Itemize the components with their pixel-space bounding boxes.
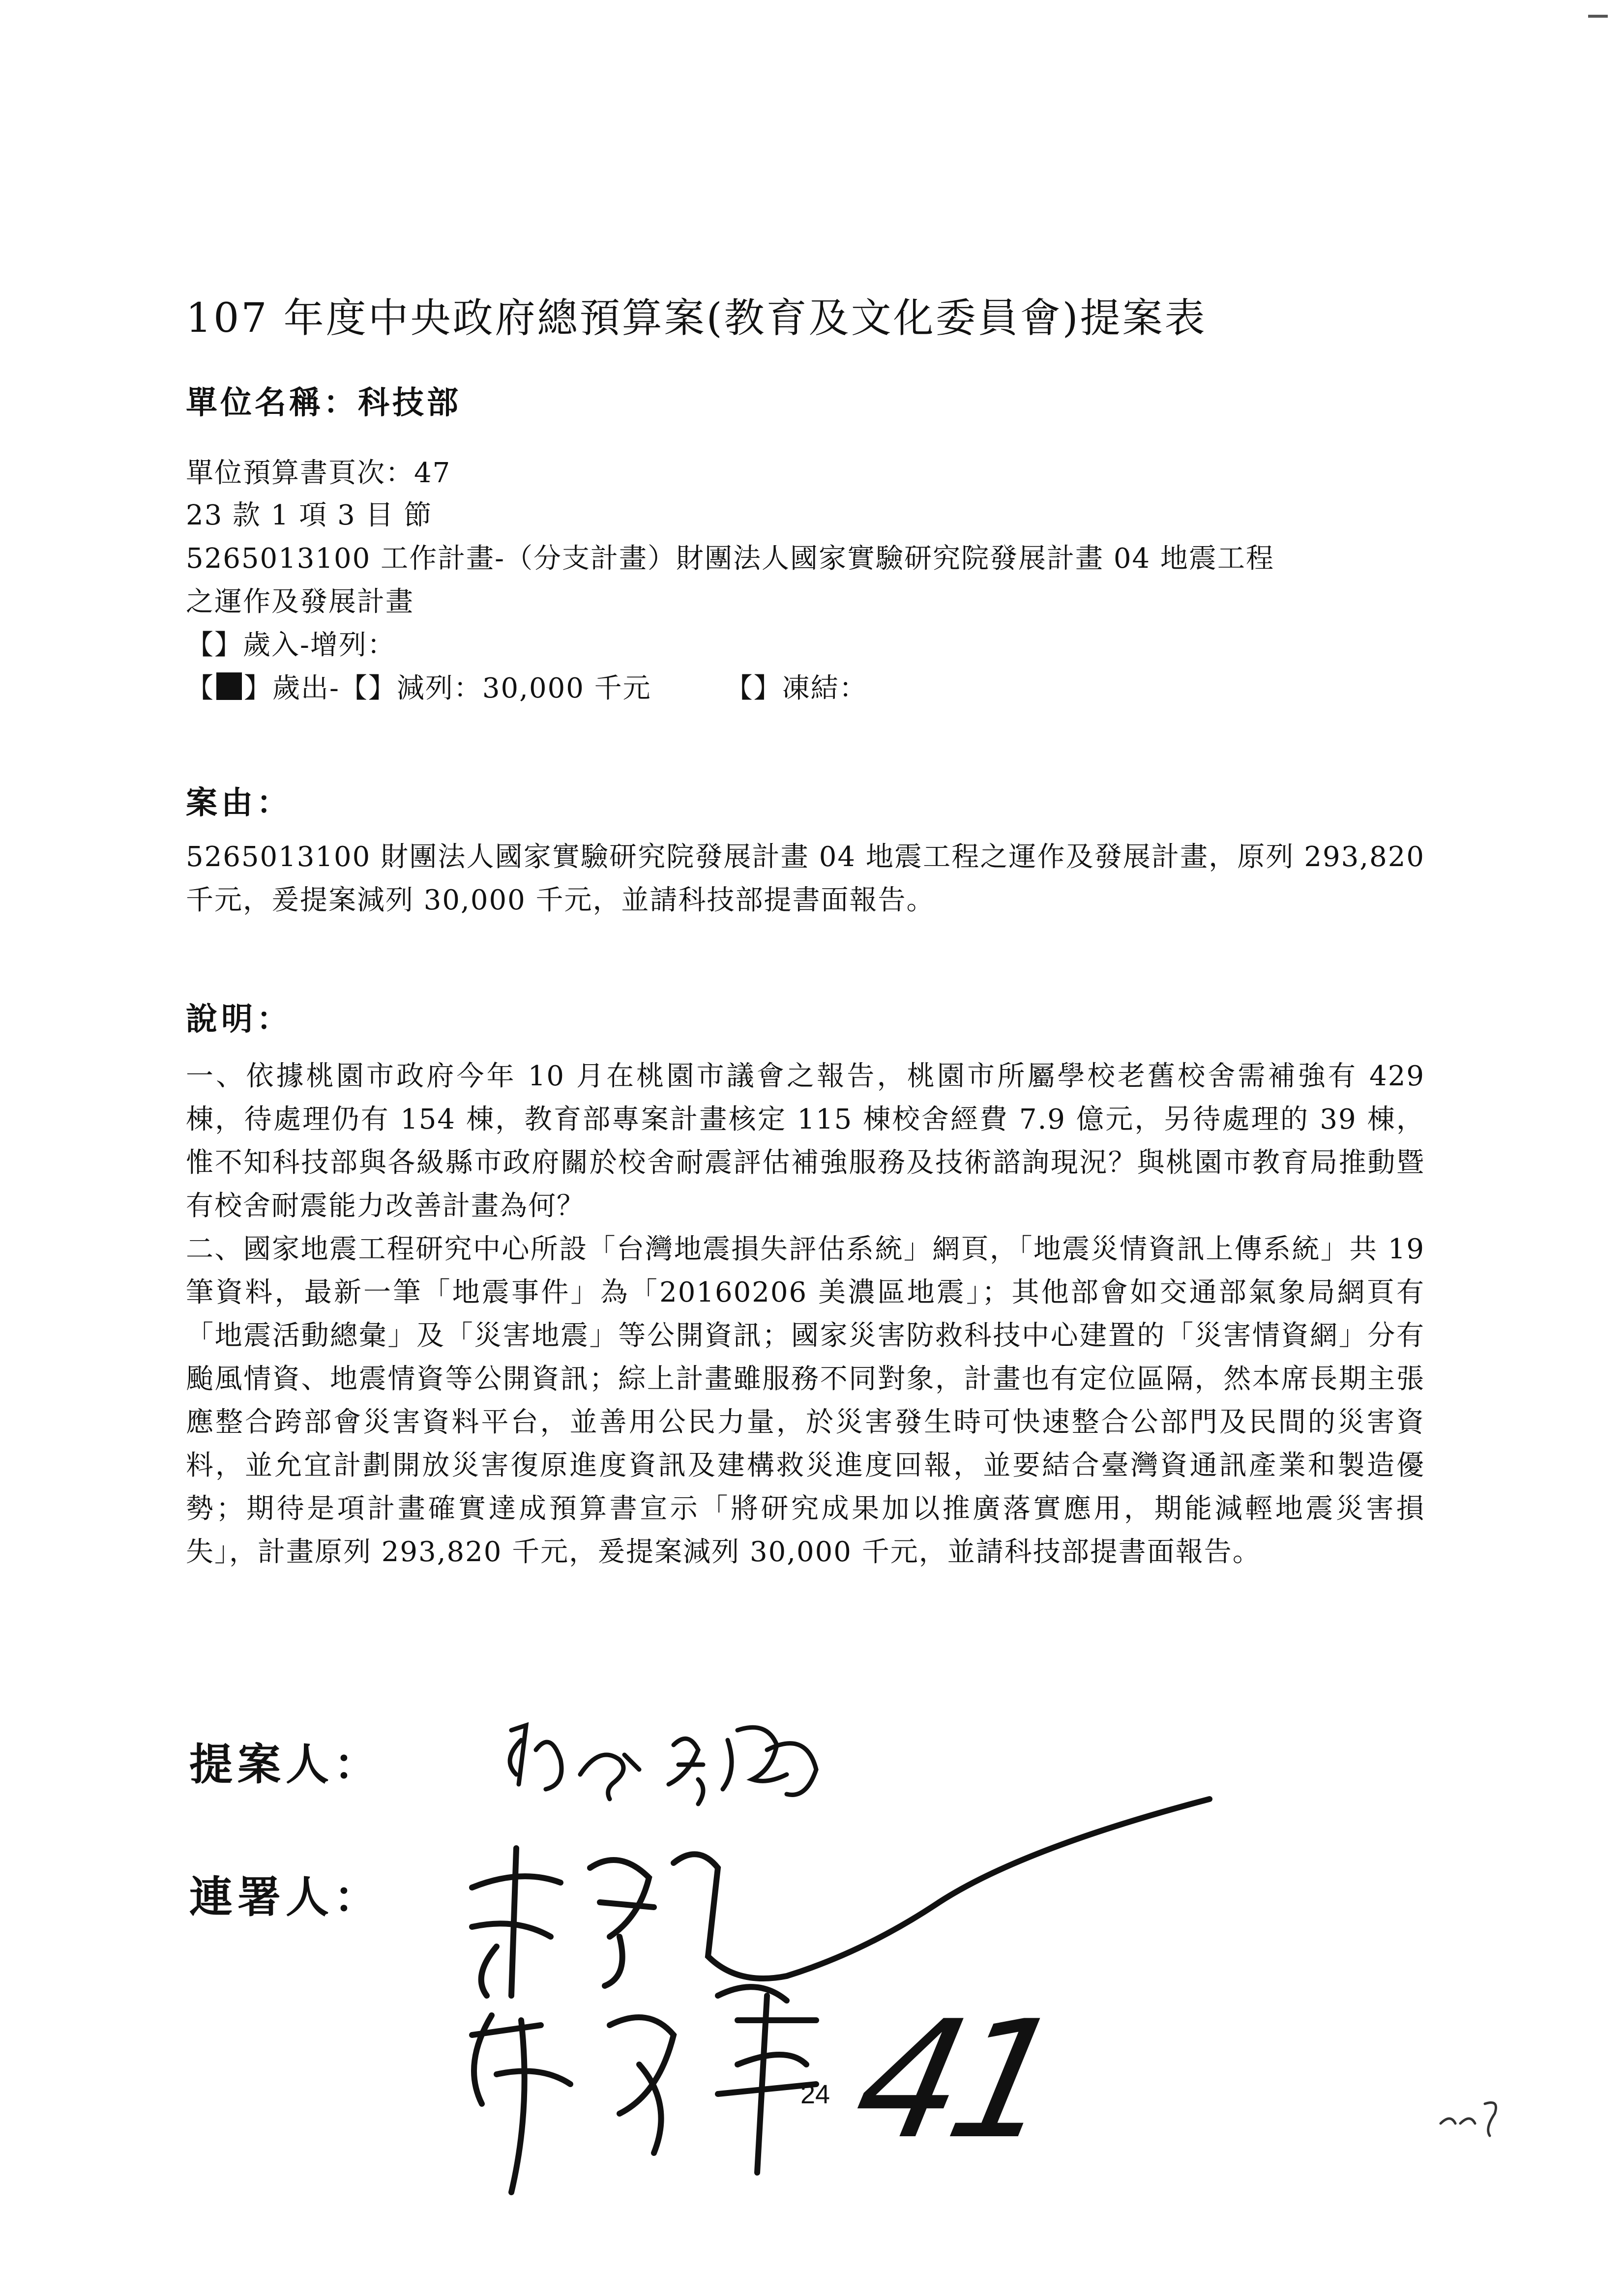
- unit-name: 單位名稱：科技部: [186, 384, 461, 421]
- checked-box-mark: [216, 672, 242, 700]
- expense-row: [186, 667, 868, 706]
- cosigner-signatures: [443, 1789, 1239, 2232]
- explanation-heading: 說明：: [186, 1001, 292, 1038]
- program-line-1: 5265013100 工作計畫-（分支計畫）財團法人國家實驗研究院發展計畫 04 地震工程: [186, 543, 1274, 575]
- page-number: 24: [800, 2080, 830, 2109]
- corner-annotation-mark: [1436, 2094, 1505, 2138]
- freeze-text: 【】凍結：: [725, 672, 868, 704]
- handwritten-page-number: 41: [840, 1986, 1067, 2175]
- expense-text: 】歲出-【】減列：30,000 千元: [244, 672, 651, 704]
- explanation-item-2: 二、國家地震工程研究中心所設「台灣地震損失評估系統」網頁，「地震災情資訊上傳系統」共 19 筆資料，最新一筆「地震事件」為「20160206 美濃區地震」；其他部會如交通部氣象局網頁有「地震活動總彙」及「災害地震」等公開資訊；國家災害防救科技中心建置的「災害情資網」分有颱風情資、地震情資等公開資訊；綜上計畫雖服務不同對象，計畫也有定位區隔，然本席長期主張應整合跨部會災害資料平台，並善用公民力量，於災害發生時可快速整合公部門及民間的災害資料，並允宜計劃開放災害復原進度資訊及建構救災進度回報，並要結合臺灣資通訊產業和製造優勢；期待是項計畫確實達成預算書宣示「將研究成果加以推廣落實應用，期能減輕地震災害損失」，計畫原列 293,820 千元，爰提案減列 30,000 千元，並請科技部提書面報告。: [186, 1233, 1425, 1568]
- program-line-2: 之運作及發展計畫: [186, 586, 414, 618]
- reason-text: 5265013100 財團法人國家實驗研究院發展計畫 04 地震工程之運作及發展計畫，原列 293,820 千元，爰提案減列 30,000 千元，並請科技部提書面報告。: [186, 841, 1425, 916]
- section-reference: 23 款 1 項 3 目 節: [186, 499, 433, 531]
- reason-heading: 案由：: [186, 785, 292, 821]
- scan-edge-mark: [1588, 15, 1608, 18]
- expense-bracket-open: 【: [186, 672, 214, 704]
- explanation-item-1: 一、依據桃園市政府今年 10 月在桃園市議會之報告，桃園市所屬學校老舊校舍需補強有 429 棟，待處理仍有 154 棟，教育部專案計畫核定 115 棟校舍經費 7.9 億元，另待處理的 39 棟，惟不知科技部與各級縣市政府關於校舍耐震評估補強服務及技術諮詢現況？與桃園市教育局推動暨有校舍耐震能力改善計畫為何？: [186, 1060, 1425, 1222]
- revenue-line: 【】歲入-增列：: [186, 629, 396, 661]
- cosigner-label: 連署人：: [189, 1872, 383, 1922]
- proposer-label: 提案人：: [189, 1739, 383, 1790]
- budget-page-ref: 單位預算書頁次：47: [186, 457, 451, 489]
- document-title: 107 年度中央政府總預算案(教育及文化委員會)提案表: [186, 295, 1207, 342]
